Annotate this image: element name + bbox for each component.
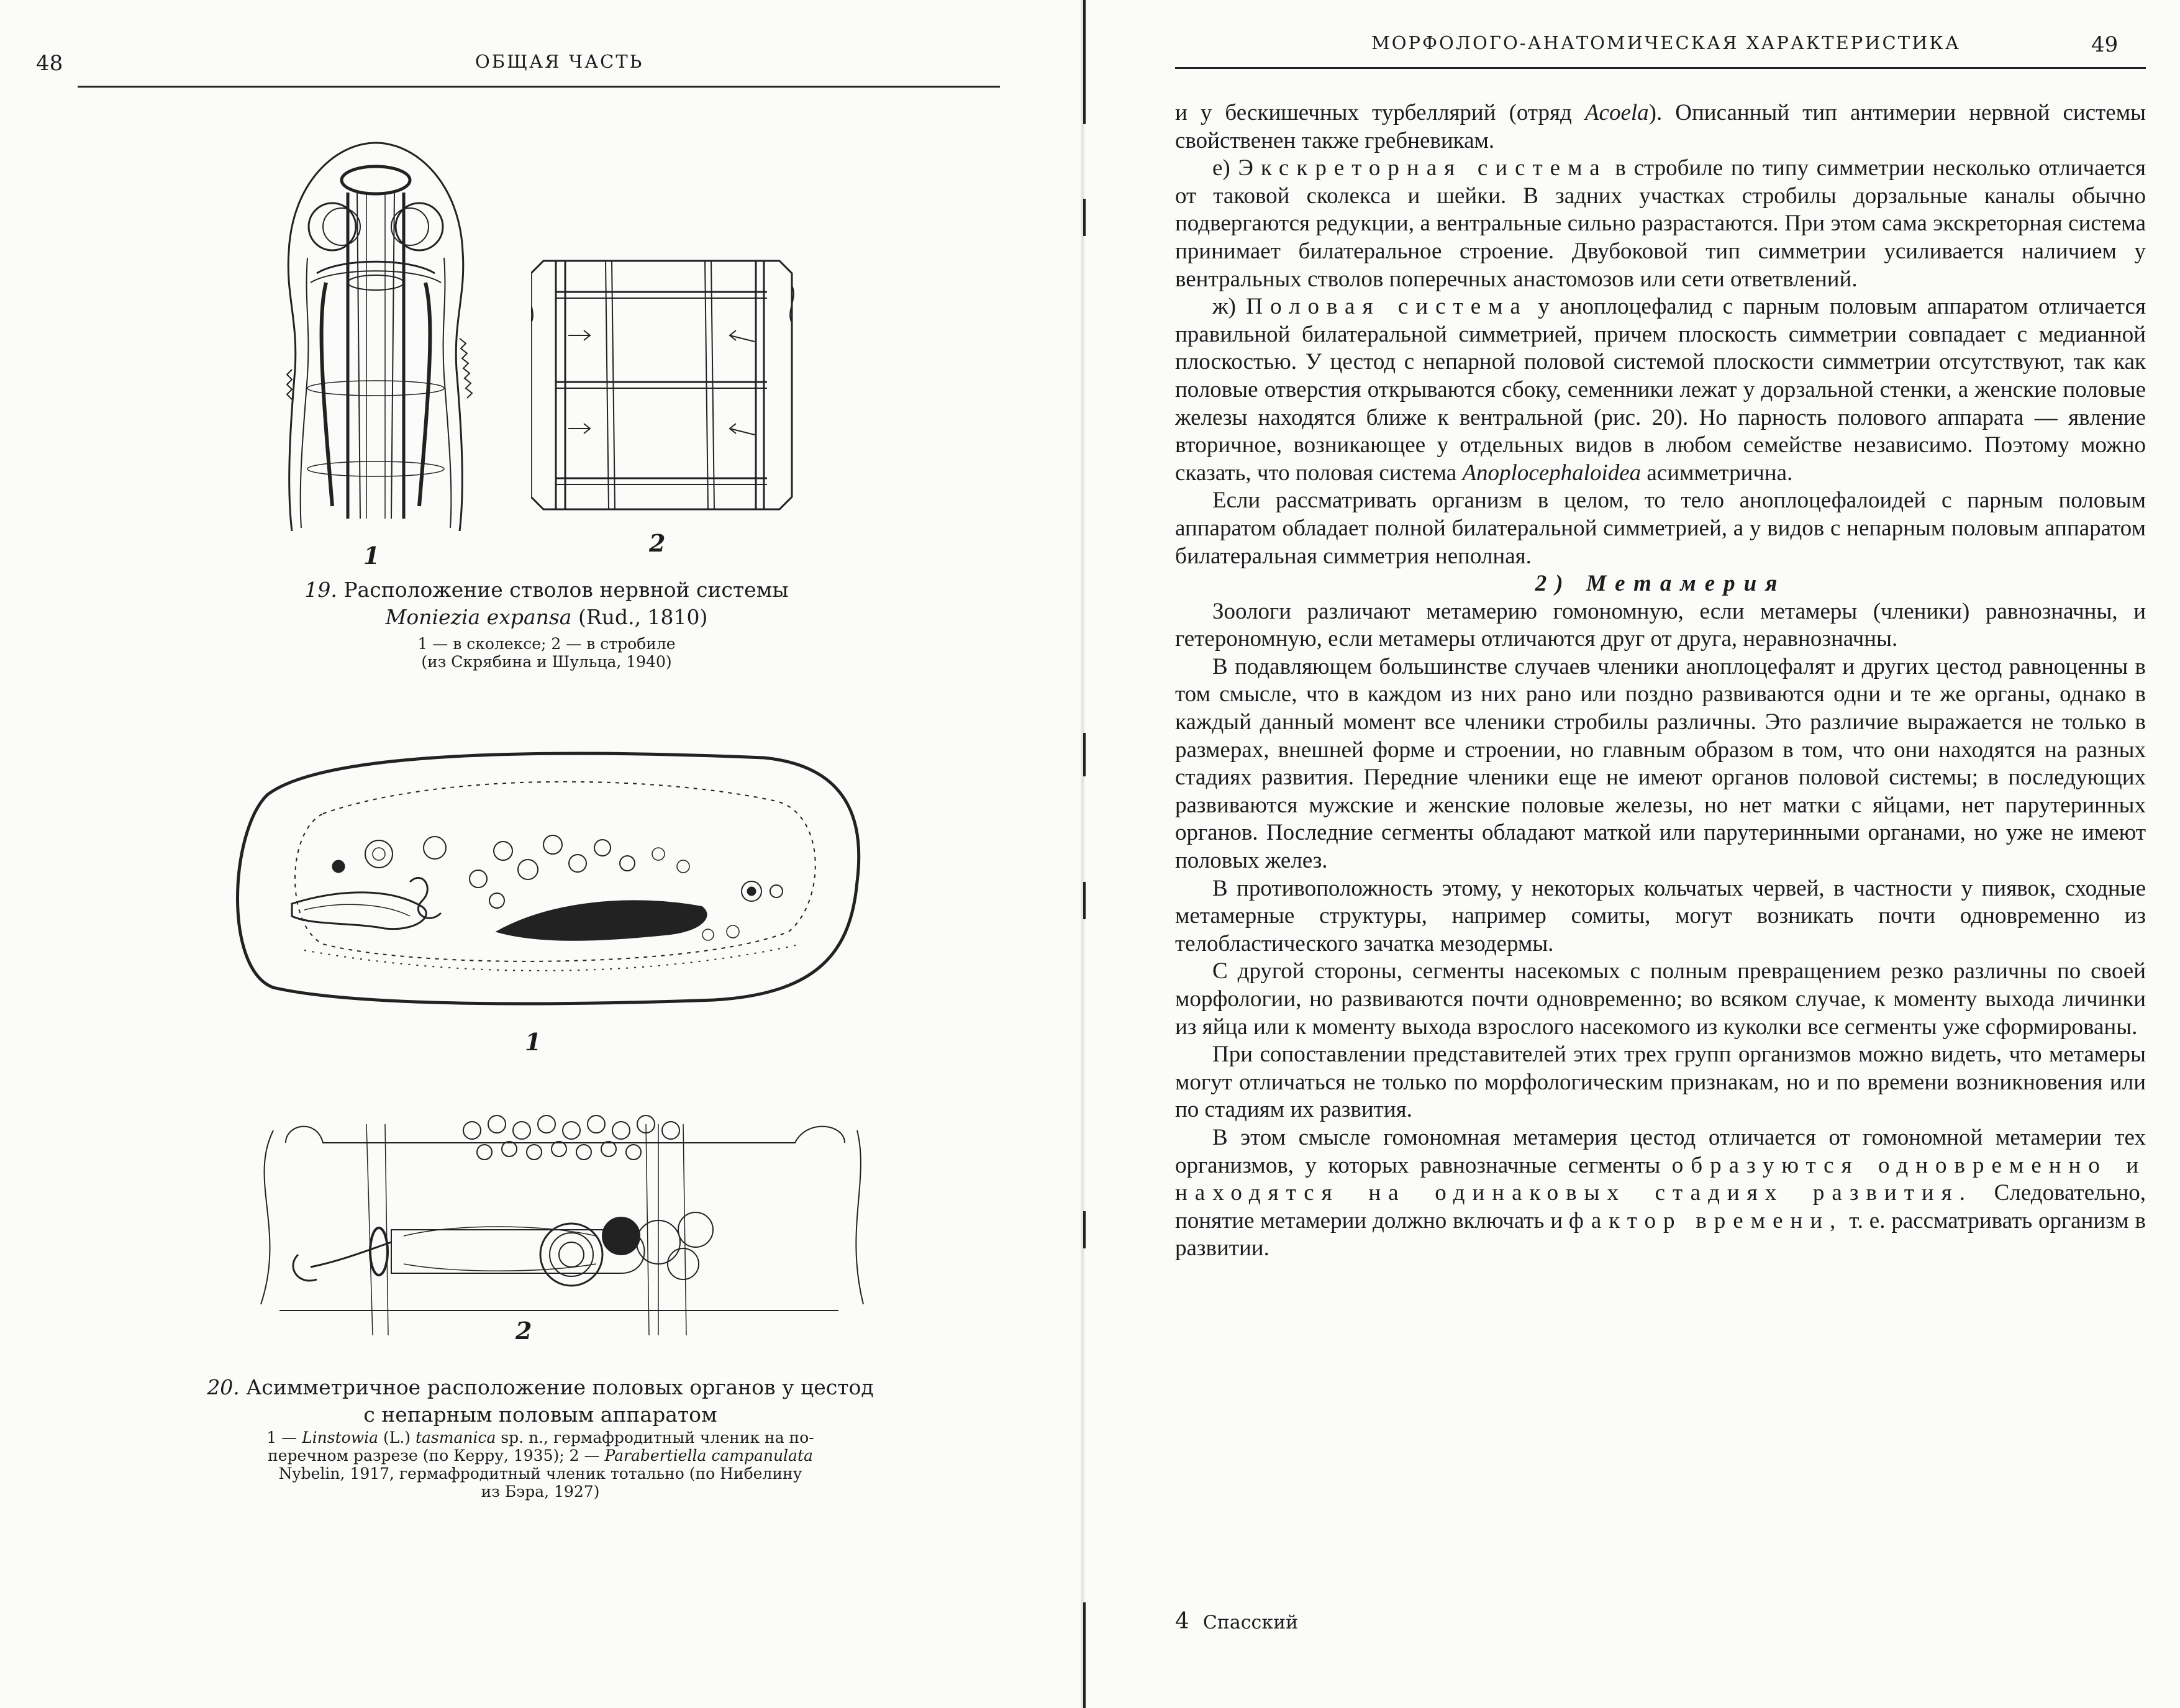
text-run: в стробиле по типу симметрии несколько отличается от таковой сколекса и шейки. В задних участках стробилы дорзальные каналы обычно подвергаются редукции, а вентральные сильно разрастаются. При этом сама экскреторная система принимает билатеральное строение. Двубоковой тип симметрии усиливается наличием у вентральных стволов поперечных анастомозов или сети ответвлений.	[1175, 155, 2146, 292]
caption-text: Расположение стволов нервной системы	[343, 578, 789, 602]
spaced-term: Экскреторная система	[1238, 155, 1607, 181]
species-name: Parabertiella campanulata	[604, 1447, 813, 1465]
species-author: (Rud., 1810)	[578, 605, 708, 629]
paragraph: В подавляющем большинстве случаев членики аноплоцефалят и других цестод равноценны в том смысле, что в каждом из них рано или поздно развиваются одни и те же органы, однако в каждый данный момент все членики стробилы различны. Это различие выражается не только в размерах, внешней форме и строении, но главным образом в том, что они находятся на разных стадиях развития. Передние членики еще не имеют органов половой системы; в последующих развиваются мужские и женские половые железы, но нет матки с яйцами, нет парутеринных органов. Последние сегменты обладают маткой или парутеринными органами, но уже не имеют половых желез.	[1175, 653, 2146, 874]
paragraph	[1175, 1124, 2146, 1263]
legend-line: из Бэра, 1927)	[481, 1483, 600, 1501]
legend-line	[205, 1429, 876, 1447]
header-rule	[1175, 67, 2146, 69]
species-author: (L.)	[383, 1429, 411, 1447]
text-run: Следовательно, понятие метамерии должно включать и	[1175, 1180, 2146, 1233]
figure-number: 20.	[207, 1375, 240, 1399]
header-rule	[78, 86, 1000, 88]
species-name: Moniezia expansa	[385, 605, 572, 629]
paragraph-reproductive	[1175, 293, 2146, 487]
legend-line: (из Скрябина и Шульца, 1940)	[421, 653, 672, 671]
page-number: 48	[36, 51, 63, 76]
text-run: у аноплоцефалид с парным половым аппаратом отличается правильной билатеральной симметрией, причем плоскость симметрии совпадает с медианной плоскостью. У цестод с непарной половой системой плоскости симметрии отсутствуют, так как половые отверстия открываются сбоку, семенники лежат у дорзальной стенки, а женские половые железы находятся ближе к вентральной (рис. 20). Но парность полового аппарата — явление вторичное, возникающее у отдельных видов в любом семействе независимо. Поэтому можно сказать, что половая система	[1175, 294, 2146, 486]
taxon-name: Anoplocephaloidea	[1462, 460, 1642, 486]
footer-signature	[1175, 1609, 1298, 1634]
figure19-legend	[267, 635, 826, 671]
signature-number: 4	[1175, 1609, 1189, 1634]
figure19-scolex-drawing	[273, 134, 478, 531]
species-name: tasmanica	[415, 1429, 496, 1447]
figure20-proglottid-drawing	[248, 1106, 870, 1342]
text-run: и у бескишечных турбеллярий (отряд	[1175, 100, 1572, 125]
legend-text: перечном разрезе (по Керру, 1935);	[268, 1447, 565, 1465]
page-number: 49	[2091, 32, 2119, 57]
paragraph: В противоположность этому, у некоторых кольчатых червей, в частности у пиявок, сходные метамерные структуры, например сомиты, могут возникать почти одновременно из телобластического зачатка мезодермы.	[1175, 875, 2146, 956]
paragraph: С другой стороны, сегменты насекомых с полным превращением резко различны по своей морфологии, но развиваются почти одновременно; во всяком случае, к моменту выхода личинки из яйца или к моменту выхода взрослого насекомого из куколки все сегменты уже сформированы.	[1175, 958, 2146, 1040]
figure19-panel2-label: 2	[649, 529, 666, 557]
legend-number: 1 —	[266, 1429, 297, 1447]
figure20-cross-section-drawing	[230, 745, 863, 1006]
figure20-panel1-label: 1	[525, 1028, 542, 1056]
legend-number: 2 —	[569, 1447, 600, 1465]
figure20-legend	[205, 1429, 876, 1501]
right-page	[1084, 0, 2180, 1708]
legend-line	[205, 1447, 876, 1465]
legend-text: sp. n., гермафродитный членик на по-	[501, 1429, 814, 1447]
running-head: МОРФОЛОГО-АНАТОМИЧЕСКАЯ ХАРАКТЕРИСТИКА	[1371, 32, 1961, 53]
paragraph-excretory	[1175, 155, 2146, 293]
body-text	[1175, 99, 2146, 1263]
running-head: ОБЩАЯ ЧАСТЬ	[475, 51, 644, 72]
figure19-panel1-label: 1	[363, 542, 380, 570]
caption-text: Асимметричное расположение половых органов у цестод	[246, 1375, 874, 1399]
section-heading: 2) Метамерия	[1535, 571, 1786, 597]
taxon-name: Acoela	[1584, 100, 1649, 125]
text-run: асимметрична.	[1646, 460, 1793, 486]
text-run: ). Описанный тип антимерии нервной системы свойственен также гребневикам.	[1175, 100, 2146, 153]
item-marker: е)	[1212, 155, 1230, 181]
figure19-strobila-drawing	[531, 248, 798, 516]
caption-text: с непарным половым аппаратом	[363, 1402, 717, 1427]
figure-number: 19.	[304, 578, 337, 602]
species-name: Linstowia	[302, 1429, 379, 1447]
spaced-term: Половая система	[1246, 294, 1528, 320]
figure20-panel2-label: 2	[515, 1317, 532, 1345]
paragraph: При сопоставлении представителей этих трех групп организмов можно видеть, что метамеры могут отличаться не только по морфологическим признакам, но и по времени возникновения или по стадиям их развития.	[1175, 1042, 2146, 1123]
text-run: т. е. рассматривать организм в развитии.	[1175, 1207, 2146, 1261]
spaced-term: образуются одновременно и находятся на одинаковых стадиях развития.	[1175, 1152, 2146, 1206]
paragraph	[1175, 99, 2146, 155]
legend-line: 1 — в сколексе; 2 — в стробиле	[417, 635, 676, 653]
figure20-caption	[199, 1374, 882, 1429]
paragraph: Зоологи различают метамерию гомономную, если метамеры (членики) равнозначны, и гетерономную, если метамеры отличаются друг от друга, неравнозначны.	[1175, 598, 2146, 652]
text-run: В этом смысле гомономная метамерия цестод отличается от гомономной метамерии тех организмов, у которых равнозначные сегменты	[1175, 1124, 2146, 1178]
legend-line: Nybelin, 1917, гермафродитный членик тотально (по Нибелину	[278, 1465, 802, 1483]
paragraph: Если рассматривать организм в целом, то тело аноплоцефалоидей с парным половым аппаратом обладает полной билатеральной симметрией, а у видов с непарным половым аппаратом билатеральная симметрия неполная.	[1175, 488, 2146, 569]
spaced-term: фактор времени,	[1568, 1207, 1843, 1233]
item-marker: ж)	[1212, 294, 1236, 320]
figure19-caption	[236, 576, 857, 631]
signature-name: Спасский	[1202, 1612, 1299, 1633]
left-page	[0, 0, 1081, 1708]
